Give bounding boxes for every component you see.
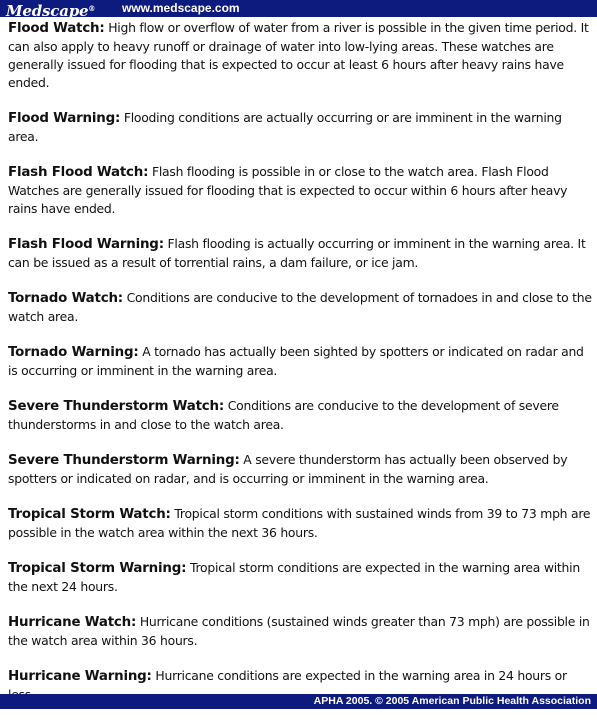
site-url-link[interactable]: www.medscape.com (122, 1, 240, 15)
definition-hurricane-watch (8, 613, 592, 650)
definition: Conditions are conducive to the development of severe thunderstorms in and close to the watch area. (8, 398, 559, 432)
definition: Conditions are conducive to the development of tornadoes in and close to the watch area. (8, 290, 592, 324)
definition-severe-thunderstorm-watch (8, 397, 592, 434)
footer-bar (0, 694, 597, 709)
term: Tornado Warning: (8, 345, 139, 360)
term: Tropical Storm Warning: (8, 561, 187, 576)
definition-severe-thunderstorm-warning (8, 451, 592, 488)
definition: A severe thunderstorm has actually been observed by spotters or indicated on radar, and is occurring or imminent in the warning area. (8, 452, 568, 486)
definition-tropical-storm-watch (8, 505, 592, 542)
copyright-credit: APHA 2005. © 2005 American Public Health Association (313, 695, 591, 707)
header-bar (0, 0, 597, 20)
definition-flood-watch (8, 19, 592, 92)
registered-mark: ® (88, 4, 96, 13)
definition-flash-flood-watch (8, 163, 592, 218)
medscape-logo[interactable] (6, 0, 95, 20)
term: Hurricane Watch: (8, 615, 137, 630)
term: Severe Thunderstorm Watch: (8, 399, 225, 414)
definition: A tornado has actually been sighted by spotters or indicated on radar and is occurring or imminent in the warning area. (8, 344, 584, 378)
definition-flood-warning (8, 109, 592, 146)
term: Severe Thunderstorm Warning: (8, 453, 240, 468)
definition: High flow or overflow of water from a river is possible in the given time period. It can also apply to heavy runoff or drainage of water into low-lying areas. These watches are generally issued for flooding that is expected to occur at least 6 hours after heavy rains have ended. (8, 20, 589, 90)
definition-flash-flood-warning (8, 235, 592, 272)
term: Flood Watch: (8, 21, 105, 36)
brand-name: Medscape (6, 2, 89, 20)
definition: Tropical storm conditions with sustained winds from 39 to 73 mph are possible in the watch area within the next 36 hours. (8, 506, 591, 540)
definition-tornado-warning (8, 343, 592, 380)
term: Flash Flood Watch: (8, 165, 149, 180)
term: Tropical Storm Watch: (8, 507, 171, 522)
definition-tropical-storm-warning (8, 559, 592, 596)
definition: Hurricane conditions (sustained winds greater than 73 mph) are possible in the watch area within 36 hours. (8, 614, 590, 648)
term: Hurricane Warning: (8, 669, 152, 684)
term: Flood Warning: (8, 111, 121, 126)
definitions-list (8, 19, 592, 721)
definition-tornado-watch (8, 289, 592, 326)
definition: Hurricane conditions are expected in the warning area in 24 hours or (155, 668, 567, 683)
term: Flash Flood Warning: (8, 237, 164, 252)
definition: Tropical storm conditions are expected in the warning area within the next 24 hours. (8, 560, 580, 594)
definition: Flooding conditions are actually occurring or are imminent in the warning area. (8, 110, 562, 144)
definition: Flash flooding is actually occurring or imminent in the warning area. It can be issued as a result of torrential rains, a dam failure, or ice jam. (8, 236, 586, 270)
definition: Flash flooding is possible in or close to the watch area. Flash Flood Watches are generally issued for flooding that is expected to occur within 6 hours after heavy rains have ended. (8, 164, 568, 216)
term: Tornado Watch: (8, 291, 123, 306)
